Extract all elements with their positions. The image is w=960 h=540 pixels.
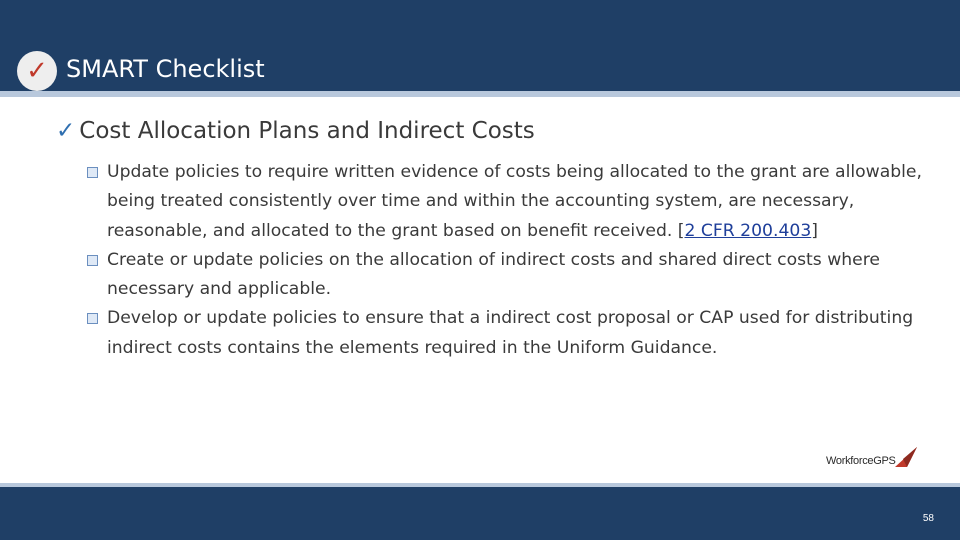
- header-check-badge: [17, 51, 57, 91]
- checkbox-bullet-icon: [87, 167, 98, 178]
- header-accent-rule: [0, 91, 960, 97]
- red-checkmark-icon: ✓: [26, 56, 48, 86]
- checklist-item-text: Update policies to require written evidence of costs being allocated to the grant are allowable, being treated consistently over time and within the accounting system, are necessary, reasonable, and allocated to the grant based on benefit received. [: [107, 162, 922, 241]
- checkmark-icon: ✓: [56, 118, 76, 144]
- checkbox-bullet-icon: [87, 313, 98, 324]
- checklist-item-text: Develop or update policies to ensure that a indirect cost proposal or CAP used for distributing indirect costs contains the elements required in the Uniform Guidance.: [107, 308, 914, 358]
- checklist: [84, 158, 934, 363]
- checkbox-bullet-icon: [87, 255, 98, 266]
- section-heading-text: Cost Allocation Plans and Indirect Costs: [79, 118, 535, 144]
- logo-text: WorkforceGPS: [826, 455, 896, 467]
- citation-link[interactable]: 2 CFR 200.403: [684, 220, 812, 241]
- checklist-item-text: Create or update policies on the allocation of indirect costs and shared direct costs where necessary and applicable.: [107, 249, 880, 300]
- citation-close-bracket: ]: [811, 220, 818, 241]
- slide-title: SMART Checklist: [66, 55, 265, 83]
- checklist-item: [84, 304, 934, 363]
- logo-mark-icon: [893, 445, 919, 469]
- footer-bar: [0, 487, 960, 540]
- section-heading: [56, 118, 535, 144]
- page-number: 58: [922, 513, 934, 524]
- workforcegps-logo: [823, 445, 923, 481]
- checklist-item: [84, 246, 934, 305]
- checklist-item: [84, 158, 934, 246]
